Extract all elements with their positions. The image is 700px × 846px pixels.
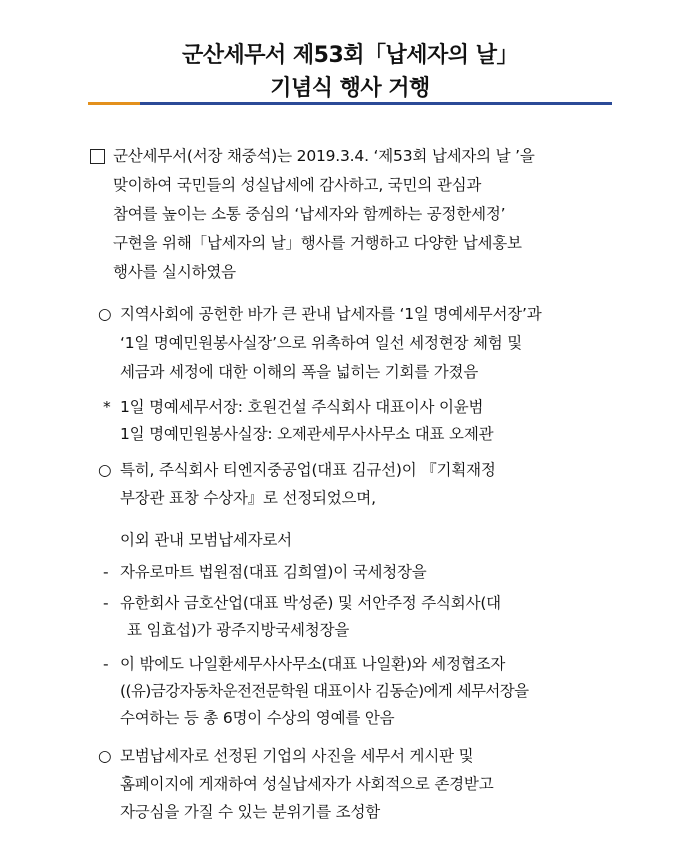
title-divider-main	[140, 102, 612, 105]
asterisk-marker: *	[103, 398, 111, 416]
item1-line: ‘1일 명예민원봉사실장’으로 위촉하여 일선 세정현장 체험 및	[120, 334, 523, 352]
item3-line: 자긍심을 가질 수 있는 분위기를 조성함	[120, 803, 381, 821]
circle-bullet-icon: ○	[98, 747, 112, 765]
dash-item-line: 표 임효섭)가 광주지방국세청장을	[127, 621, 350, 639]
item3-line: 홈페이지에 게재하여 성실납세자가 사회적으로 존경받고	[120, 775, 494, 793]
others-intro: 이외 관내 모범납세자로서	[120, 531, 292, 549]
item1-line: 세금과 세정에 대한 이해의 폭을 넓히는 기회를 가졌음	[120, 363, 479, 381]
note-line: 1일 명예민원봉사실장: 오제관세무사사무소 대표 오제관	[120, 425, 494, 443]
title-divider-accent	[88, 102, 140, 105]
dash-marker: -	[103, 563, 109, 581]
checkbox-square-icon	[90, 149, 105, 164]
main-paragraph-line: 맞이하여 국민들의 성실납세에 감사하고, 국민의 관심과	[113, 176, 482, 194]
document-title-line-1: 군산세무서 제53회「납세자의 날」	[182, 43, 518, 68]
item2-line: 부장관 표창 수상자』로 선정되었으며,	[120, 489, 376, 507]
item2-line: 특히, 주식회사 티엔지중공업(대표 김규선)이 『기획재정	[120, 461, 496, 479]
dash-marker: -	[103, 594, 109, 612]
circle-bullet-icon: ○	[98, 461, 112, 479]
main-paragraph-line: 참여를 높이는 소통 중심의 ‘납세자와 함께하는 공정한세정’	[113, 205, 506, 223]
dash-item-line: 수여하는 등 총 6명이 수상의 영예를 안음	[120, 709, 395, 727]
dash-item-line: ((유)금강자동차운전전문학원 대표이사 김동순)에게 세무서장을	[120, 682, 529, 700]
main-paragraph-line: 군산세무서(서장 채중석)는 2019.3.4. ‘제53회 납세자의 날 ’을	[113, 147, 535, 165]
main-paragraph-line: 행사를 실시하였음	[113, 263, 236, 281]
item3-line: 모범납세자로 선정된 기업의 사진을 세무서 게시판 및	[120, 747, 474, 765]
note-line: 1일 명예세무서장: 호원건설 주식회사 대표이사 이윤범	[120, 398, 484, 416]
dash-item-line: 유한회사 금호산업(대표 박성준) 및 서안주정 주식회사(대	[120, 594, 501, 612]
circle-bullet-icon: ○	[98, 305, 112, 323]
dash-item-line: 이 밖에도 나일환세무사사무소(대표 나일환)와 세정협조자	[120, 655, 506, 673]
dash-marker: -	[103, 655, 109, 673]
title-divider	[88, 102, 612, 105]
item1-line: 지역사회에 공헌한 바가 큰 관내 납세자를 ‘1일 명예세무서장’과	[120, 305, 542, 323]
dash-item-line: 자유로마트 법원점(대표 김희열)이 국세청장을	[120, 563, 427, 581]
document-title-line-2: 기념식 행사 거행	[270, 76, 430, 101]
main-paragraph-line: 구현을 위해「납세자의 날」행사를 거행하고 다양한 납세홍보	[113, 234, 522, 252]
